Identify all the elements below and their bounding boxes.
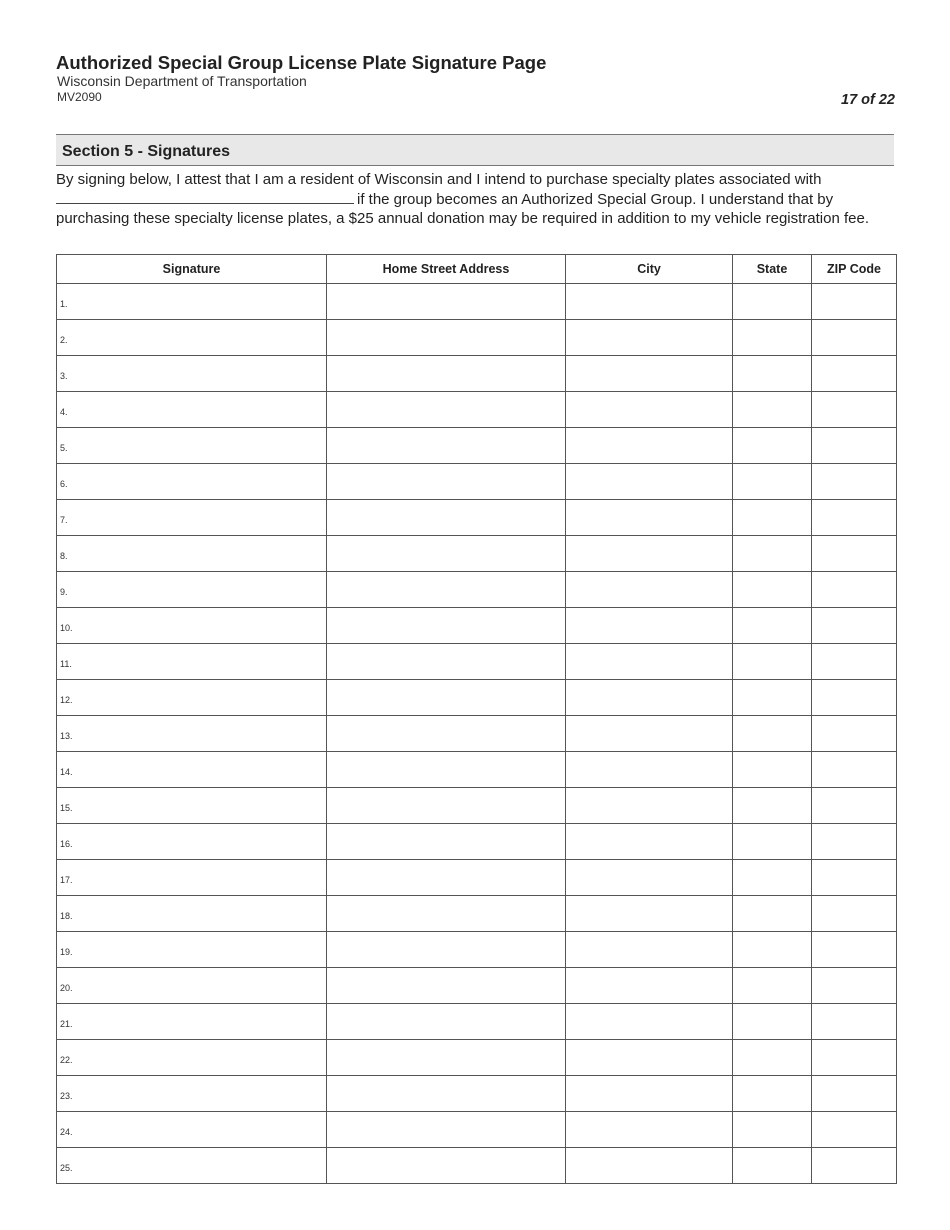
section-title: Section 5 - Signatures — [62, 143, 231, 160]
state-cell[interactable] — [733, 1040, 812, 1076]
city-cell[interactable] — [566, 320, 733, 356]
table-row — [57, 1004, 897, 1040]
state-cell[interactable] — [733, 536, 812, 572]
city-cell[interactable] — [566, 464, 733, 500]
state-cell[interactable] — [733, 392, 812, 428]
column-header-zip: ZIP Code — [812, 255, 897, 284]
zip-cell[interactable] — [812, 500, 897, 536]
column-header-state: State — [733, 255, 812, 284]
row-number: 22. — [60, 1054, 73, 1065]
row-number: 19. — [60, 946, 73, 957]
table-row — [57, 1076, 897, 1112]
zip-cell[interactable] — [812, 392, 897, 428]
city-cell[interactable] — [566, 680, 733, 716]
address-cell[interactable] — [327, 752, 566, 788]
page-title: Authorized Special Group License Plate Signature Page — [56, 52, 547, 73]
table-row — [57, 392, 897, 428]
signature-cell[interactable] — [57, 356, 327, 392]
table-row — [57, 320, 897, 356]
state-cell[interactable] — [733, 608, 812, 644]
row-number: 10. — [60, 622, 73, 633]
signature-cell[interactable] — [57, 1076, 327, 1112]
zip-cell[interactable] — [812, 1148, 897, 1184]
signature-cell[interactable] — [57, 1148, 327, 1184]
address-cell[interactable] — [327, 572, 566, 608]
signature-cell[interactable] — [57, 1040, 327, 1076]
address-cell[interactable] — [327, 392, 566, 428]
zip-cell[interactable] — [812, 860, 897, 896]
signature-cell[interactable] — [57, 392, 327, 428]
zip-cell[interactable] — [812, 896, 897, 932]
state-cell[interactable] — [733, 428, 812, 464]
table-row — [57, 356, 897, 392]
row-number: 2. — [60, 334, 68, 345]
state-cell[interactable] — [733, 1112, 812, 1148]
table-row — [57, 644, 897, 680]
signature-cell[interactable] — [57, 1004, 327, 1040]
section-header — [56, 134, 894, 166]
attestation-part-2: if the group becomes an Authorized Special Group. I understand that by purchasing these specialty license plates, a $25 annual donation may be required in addition to my vehicle registration fee. — [56, 191, 869, 227]
signature-cell[interactable] — [57, 320, 327, 356]
address-cell[interactable] — [327, 1040, 566, 1076]
state-cell[interactable] — [733, 500, 812, 536]
zip-cell[interactable] — [812, 428, 897, 464]
signature-cell[interactable] — [57, 284, 327, 320]
signature-cell[interactable] — [57, 500, 327, 536]
city-cell[interactable] — [566, 860, 733, 896]
signature-cell[interactable] — [57, 932, 327, 968]
table-row — [57, 896, 897, 932]
address-cell[interactable] — [327, 536, 566, 572]
city-cell[interactable] — [566, 896, 733, 932]
zip-cell[interactable] — [812, 824, 897, 860]
row-number: 23. — [60, 1090, 73, 1101]
zip-cell[interactable] — [812, 932, 897, 968]
row-number: 20. — [60, 982, 73, 993]
signature-cell[interactable] — [57, 896, 327, 932]
city-cell[interactable] — [566, 824, 733, 860]
state-cell[interactable] — [733, 824, 812, 860]
row-number: 5. — [60, 442, 68, 453]
attestation-text — [56, 170, 896, 228]
table-row — [57, 428, 897, 464]
state-cell[interactable] — [733, 1004, 812, 1040]
row-number: 4. — [60, 406, 68, 417]
address-cell[interactable] — [327, 968, 566, 1004]
department-name: Wisconsin Department of Transportation — [57, 73, 307, 89]
zip-cell[interactable] — [812, 356, 897, 392]
city-cell[interactable] — [566, 572, 733, 608]
signature-table — [56, 254, 897, 1184]
table-header-row — [57, 255, 897, 284]
zip-cell[interactable] — [812, 644, 897, 680]
address-cell[interactable] — [327, 824, 566, 860]
row-number: 17. — [60, 874, 73, 885]
address-cell[interactable] — [327, 1076, 566, 1112]
signature-cell[interactable] — [57, 788, 327, 824]
column-header-signature: Signature — [57, 255, 327, 284]
state-cell[interactable] — [733, 356, 812, 392]
table-row — [57, 500, 897, 536]
signature-cell[interactable] — [57, 644, 327, 680]
city-cell[interactable] — [566, 968, 733, 1004]
row-number: 1. — [60, 298, 68, 309]
column-header-city: City — [566, 255, 733, 284]
row-number: 11. — [60, 658, 72, 669]
row-number: 24. — [60, 1126, 73, 1137]
signature-cell[interactable] — [57, 1112, 327, 1148]
zip-cell[interactable] — [812, 1076, 897, 1112]
state-cell[interactable] — [733, 968, 812, 1004]
row-number: 18. — [60, 910, 73, 921]
zip-cell[interactable] — [812, 464, 897, 500]
address-cell[interactable] — [327, 932, 566, 968]
city-cell[interactable] — [566, 1040, 733, 1076]
row-number: 6. — [60, 478, 68, 489]
form-number: MV2090 — [57, 90, 102, 104]
signature-cell[interactable] — [57, 860, 327, 896]
zip-cell[interactable] — [812, 284, 897, 320]
table-row — [57, 788, 897, 824]
city-cell[interactable] — [566, 932, 733, 968]
zip-cell[interactable] — [812, 1112, 897, 1148]
city-cell[interactable] — [566, 788, 733, 824]
table-row — [57, 464, 897, 500]
table-row — [57, 716, 897, 752]
zip-cell[interactable] — [812, 1004, 897, 1040]
state-cell[interactable] — [733, 680, 812, 716]
state-cell[interactable] — [733, 1148, 812, 1184]
table-row — [57, 608, 897, 644]
city-cell[interactable] — [566, 1112, 733, 1148]
zip-cell[interactable] — [812, 572, 897, 608]
address-cell[interactable] — [327, 644, 566, 680]
state-cell[interactable] — [733, 284, 812, 320]
row-number: 15. — [60, 802, 73, 813]
table-row — [57, 824, 897, 860]
address-cell[interactable] — [327, 1004, 566, 1040]
table-row — [57, 572, 897, 608]
table-row — [57, 536, 897, 572]
address-cell[interactable] — [327, 716, 566, 752]
row-number: 21. — [60, 1018, 73, 1029]
address-cell[interactable] — [327, 500, 566, 536]
zip-cell[interactable] — [812, 1040, 897, 1076]
table-row — [57, 1040, 897, 1076]
address-cell[interactable] — [327, 1148, 566, 1184]
city-cell[interactable] — [566, 608, 733, 644]
city-cell[interactable] — [566, 392, 733, 428]
city-cell[interactable] — [566, 284, 733, 320]
signature-cell[interactable] — [57, 680, 327, 716]
signature-cell[interactable] — [57, 464, 327, 500]
state-cell[interactable] — [733, 1076, 812, 1112]
signature-cell[interactable] — [57, 572, 327, 608]
city-cell[interactable] — [566, 356, 733, 392]
state-cell[interactable] — [733, 896, 812, 932]
city-cell[interactable] — [566, 500, 733, 536]
signature-cell[interactable] — [57, 536, 327, 572]
city-cell[interactable] — [566, 536, 733, 572]
city-cell[interactable] — [566, 1004, 733, 1040]
address-cell[interactable] — [327, 428, 566, 464]
row-number: 16. — [60, 838, 73, 849]
signature-cell[interactable] — [57, 968, 327, 1004]
table-row — [57, 1112, 897, 1148]
state-cell[interactable] — [733, 716, 812, 752]
zip-cell[interactable] — [812, 680, 897, 716]
state-cell[interactable] — [733, 860, 812, 896]
row-number: 25. — [60, 1162, 73, 1173]
row-number: 8. — [60, 550, 68, 561]
signature-cell[interactable] — [57, 752, 327, 788]
state-cell[interactable] — [733, 932, 812, 968]
state-cell[interactable] — [733, 644, 812, 680]
row-number: 7. — [60, 514, 68, 525]
zip-cell[interactable] — [812, 536, 897, 572]
zip-cell[interactable] — [812, 608, 897, 644]
address-cell[interactable] — [327, 356, 566, 392]
signature-cell[interactable] — [57, 428, 327, 464]
table-body — [57, 284, 897, 1184]
address-cell[interactable] — [327, 320, 566, 356]
address-cell[interactable] — [327, 464, 566, 500]
row-number: 9. — [60, 586, 68, 597]
address-cell[interactable] — [327, 896, 566, 932]
state-cell[interactable] — [733, 752, 812, 788]
table-row — [57, 968, 897, 1004]
column-header-address: Home Street Address — [327, 255, 566, 284]
signature-cell[interactable] — [57, 824, 327, 860]
zip-cell[interactable] — [812, 968, 897, 1004]
city-cell[interactable] — [566, 716, 733, 752]
row-number: 14. — [60, 766, 73, 777]
address-cell[interactable] — [327, 860, 566, 896]
address-cell[interactable] — [327, 1112, 566, 1148]
city-cell[interactable] — [566, 644, 733, 680]
zip-cell[interactable] — [812, 716, 897, 752]
table-row — [57, 860, 897, 896]
signature-cell[interactable] — [57, 716, 327, 752]
table-row — [57, 932, 897, 968]
page-number: 17 of 22 — [841, 92, 895, 108]
attestation-part-1: By signing below, I attest that I am a resident of Wisconsin and I intend to purchase specialty plates associated with — [56, 171, 822, 188]
zip-cell[interactable] — [812, 320, 897, 356]
row-number: 12. — [60, 694, 73, 705]
row-number: 13. — [60, 730, 73, 741]
address-cell[interactable] — [327, 284, 566, 320]
address-cell[interactable] — [327, 680, 566, 716]
table-row — [57, 284, 897, 320]
address-cell[interactable] — [327, 788, 566, 824]
zip-cell[interactable] — [812, 788, 897, 824]
row-number: 3. — [60, 370, 68, 381]
state-cell[interactable] — [733, 572, 812, 608]
group-name-blank[interactable] — [56, 189, 354, 204]
table-row — [57, 1148, 897, 1184]
city-cell[interactable] — [566, 1148, 733, 1184]
zip-cell[interactable] — [812, 752, 897, 788]
city-cell[interactable] — [566, 1076, 733, 1112]
city-cell[interactable] — [566, 752, 733, 788]
state-cell[interactable] — [733, 320, 812, 356]
table-row — [57, 680, 897, 716]
address-cell[interactable] — [327, 608, 566, 644]
signature-cell[interactable] — [57, 608, 327, 644]
state-cell[interactable] — [733, 464, 812, 500]
table-row — [57, 752, 897, 788]
state-cell[interactable] — [733, 788, 812, 824]
city-cell[interactable] — [566, 428, 733, 464]
